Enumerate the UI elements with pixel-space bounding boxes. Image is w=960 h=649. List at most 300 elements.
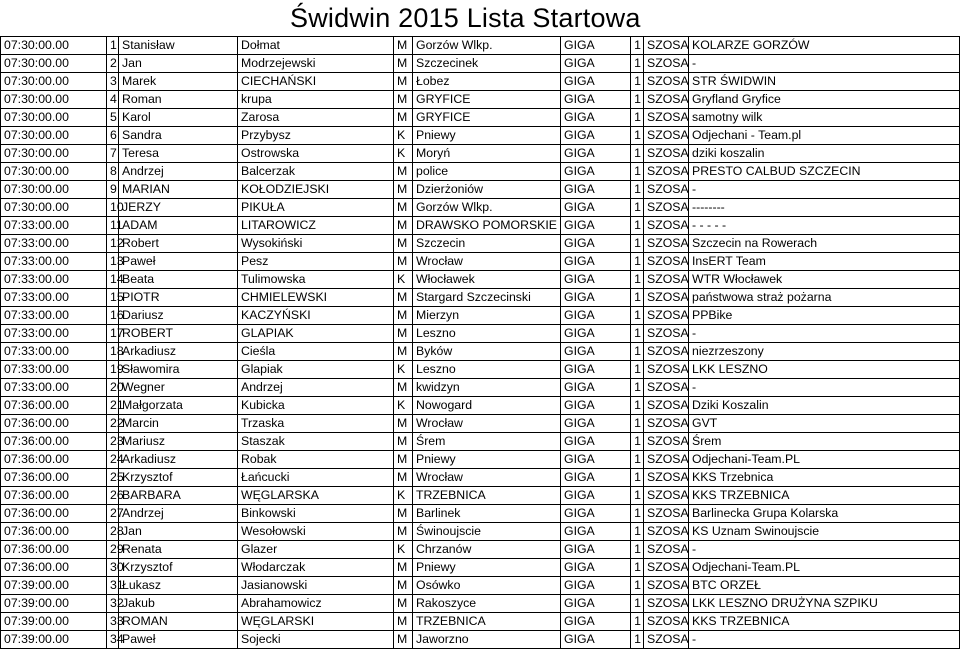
table-row xyxy=(1,109,960,127)
last-name-cell: Dołmat xyxy=(238,37,394,55)
last-name-cell: Wysokiński xyxy=(238,235,394,253)
category-cell: SZOSA xyxy=(644,253,689,271)
distance-cell: GIGA xyxy=(561,199,631,217)
first-name-cell: Marek xyxy=(119,73,238,91)
city-cell: Szczecinek xyxy=(413,55,561,73)
last-name-cell: Wesołowski xyxy=(238,523,394,541)
category-cell: SZOSA xyxy=(644,559,689,577)
category-number-cell: 1 xyxy=(631,307,644,325)
last-name-cell: Abrahamowicz xyxy=(238,595,394,613)
category-number-cell: 1 xyxy=(631,343,644,361)
start-number-cell: 12 xyxy=(107,235,119,253)
city-cell: TRZEBNICA xyxy=(413,613,561,631)
start-number-cell: 22 xyxy=(107,415,119,433)
first-name-cell: JERZY xyxy=(119,199,238,217)
first-name-cell: Paweł xyxy=(119,253,238,271)
sex-cell: M xyxy=(394,289,413,307)
sex-cell: M xyxy=(394,577,413,595)
category-cell: SZOSA xyxy=(644,127,689,145)
table-row xyxy=(1,289,960,307)
last-name-cell: GLAPIAK xyxy=(238,325,394,343)
start-time-cell: 07:33:00.00 xyxy=(1,307,107,325)
table-row xyxy=(1,559,960,577)
city-cell: Wrocław xyxy=(413,253,561,271)
last-name-cell: LITAROWICZ xyxy=(238,217,394,235)
category-number-cell: 1 xyxy=(631,487,644,505)
team-cell: GVT xyxy=(689,415,960,433)
distance-cell: GIGA xyxy=(561,307,631,325)
team-cell: - xyxy=(689,181,960,199)
sex-cell: K xyxy=(394,145,413,163)
team-cell: KKS Trzebnica xyxy=(689,469,960,487)
start-time-cell: 07:30:00.00 xyxy=(1,181,107,199)
category-cell: SZOSA xyxy=(644,577,689,595)
first-name-cell: ROBERT xyxy=(119,325,238,343)
table-row xyxy=(1,487,960,505)
start-number-cell: 11 xyxy=(107,217,119,235)
category-number-cell: 1 xyxy=(631,37,644,55)
city-cell: Moryń xyxy=(413,145,561,163)
city-cell: Leszno xyxy=(413,325,561,343)
start-time-cell: 07:36:00.00 xyxy=(1,523,107,541)
start-time-cell: 07:33:00.00 xyxy=(1,217,107,235)
start-time-cell: 07:33:00.00 xyxy=(1,361,107,379)
city-cell: GRYFICE xyxy=(413,91,561,109)
start-time-cell: 07:33:00.00 xyxy=(1,253,107,271)
start-number-cell: 1 xyxy=(107,37,119,55)
first-name-cell: ADAM xyxy=(119,217,238,235)
team-cell: Dziki Koszalin xyxy=(689,397,960,415)
sex-cell: M xyxy=(394,415,413,433)
table-row xyxy=(1,415,960,433)
start-number-cell: 23 xyxy=(107,433,119,451)
team-cell: KS Uznam Swinoujscie xyxy=(689,523,960,541)
sex-cell: M xyxy=(394,307,413,325)
category-number-cell: 1 xyxy=(631,109,644,127)
sex-cell: M xyxy=(394,217,413,235)
start-time-cell: 07:36:00.00 xyxy=(1,415,107,433)
category-number-cell: 1 xyxy=(631,73,644,91)
team-cell: Odjechani - Team.pl xyxy=(689,127,960,145)
start-time-cell: 07:39:00.00 xyxy=(1,631,107,649)
first-name-cell: Andrzej xyxy=(119,163,238,181)
last-name-cell: PIKUŁA xyxy=(238,199,394,217)
start-time-cell: 07:33:00.00 xyxy=(1,235,107,253)
team-cell: LKK LESZNO xyxy=(689,361,960,379)
team-cell: - xyxy=(689,325,960,343)
table-row xyxy=(1,307,960,325)
city-cell: TRZEBNICA xyxy=(413,487,561,505)
first-name-cell: MARIAN xyxy=(119,181,238,199)
last-name-cell: Łańcucki xyxy=(238,469,394,487)
table-row xyxy=(1,163,960,181)
table-row xyxy=(1,397,960,415)
sex-cell: M xyxy=(394,235,413,253)
last-name-cell: KACZYŃSKI xyxy=(238,307,394,325)
distance-cell: GIGA xyxy=(561,37,631,55)
last-name-cell: Pesz xyxy=(238,253,394,271)
team-cell: STR ŚWIDWIN xyxy=(689,73,960,91)
team-cell: Gryfland Gryfice xyxy=(689,91,960,109)
team-cell: Barlinecka Grupa Kolarska xyxy=(689,505,960,523)
start-time-cell: 07:39:00.00 xyxy=(1,595,107,613)
category-number-cell: 1 xyxy=(631,541,644,559)
distance-cell: GIGA xyxy=(561,73,631,91)
first-name-cell: Andrzej xyxy=(119,505,238,523)
first-name-cell: Wegner xyxy=(119,379,238,397)
first-name-cell: Teresa xyxy=(119,145,238,163)
category-number-cell: 1 xyxy=(631,271,644,289)
city-cell: Dzierżoniów xyxy=(413,181,561,199)
category-cell: SZOSA xyxy=(644,73,689,91)
first-name-cell: PIOTR xyxy=(119,289,238,307)
category-number-cell: 1 xyxy=(631,91,644,109)
category-number-cell: 1 xyxy=(631,235,644,253)
city-cell: Byków xyxy=(413,343,561,361)
city-cell: Rakoszyce xyxy=(413,595,561,613)
start-time-cell: 07:30:00.00 xyxy=(1,91,107,109)
team-cell: KKS TRZEBNICA xyxy=(689,613,960,631)
start-time-cell: 07:33:00.00 xyxy=(1,325,107,343)
start-time-cell: 07:36:00.00 xyxy=(1,433,107,451)
sex-cell: M xyxy=(394,253,413,271)
table-row xyxy=(1,91,960,109)
start-time-cell: 07:33:00.00 xyxy=(1,379,107,397)
distance-cell: GIGA xyxy=(561,361,631,379)
table-row xyxy=(1,343,960,361)
category-cell: SZOSA xyxy=(644,109,689,127)
start-number-cell: 3 xyxy=(107,73,119,91)
last-name-cell: Staszak xyxy=(238,433,394,451)
category-cell: SZOSA xyxy=(644,361,689,379)
team-cell: - - - - - xyxy=(689,217,960,235)
category-cell: SZOSA xyxy=(644,613,689,631)
start-number-cell: 18 xyxy=(107,343,119,361)
first-name-cell: Sandra xyxy=(119,127,238,145)
start-number-cell: 17 xyxy=(107,325,119,343)
last-name-cell: Zarosa xyxy=(238,109,394,127)
distance-cell: GIGA xyxy=(561,343,631,361)
distance-cell: GIGA xyxy=(561,487,631,505)
city-cell: GRYFICE xyxy=(413,109,561,127)
team-cell: LKK LESZNO DRUŻYNA SZPIKU xyxy=(689,595,960,613)
start-time-cell: 07:36:00.00 xyxy=(1,541,107,559)
start-number-cell: 16 xyxy=(107,307,119,325)
category-number-cell: 1 xyxy=(631,181,644,199)
first-name-cell: Karol xyxy=(119,109,238,127)
city-cell: Osówko xyxy=(413,577,561,595)
category-cell: SZOSA xyxy=(644,541,689,559)
last-name-cell: WĘGLARSKI xyxy=(238,613,394,631)
category-number-cell: 1 xyxy=(631,559,644,577)
category-number-cell: 1 xyxy=(631,163,644,181)
table-row xyxy=(1,181,960,199)
category-number-cell: 1 xyxy=(631,613,644,631)
start-time-cell: 07:30:00.00 xyxy=(1,145,107,163)
start-time-cell: 07:36:00.00 xyxy=(1,397,107,415)
team-cell: Szczecin na Rowerach xyxy=(689,235,960,253)
last-name-cell: Glapiak xyxy=(238,361,394,379)
team-cell: Odjechani-Team.PL xyxy=(689,451,960,469)
table-row xyxy=(1,433,960,451)
sex-cell: M xyxy=(394,181,413,199)
first-name-cell: Paweł xyxy=(119,631,238,649)
last-name-cell: Tulimowska xyxy=(238,271,394,289)
distance-cell: GIGA xyxy=(561,91,631,109)
category-number-cell: 1 xyxy=(631,361,644,379)
start-list-table xyxy=(0,36,960,649)
category-number-cell: 1 xyxy=(631,127,644,145)
last-name-cell: Kubicka xyxy=(238,397,394,415)
sex-cell: M xyxy=(394,109,413,127)
city-cell: Gorzów Wlkp. xyxy=(413,37,561,55)
last-name-cell: Balcerzak xyxy=(238,163,394,181)
distance-cell: GIGA xyxy=(561,289,631,307)
start-number-cell: 13 xyxy=(107,253,119,271)
table-row xyxy=(1,379,960,397)
last-name-cell: Binkowski xyxy=(238,505,394,523)
distance-cell: GIGA xyxy=(561,613,631,631)
table-row xyxy=(1,217,960,235)
category-cell: SZOSA xyxy=(644,505,689,523)
first-name-cell: Marcin xyxy=(119,415,238,433)
last-name-cell: CIECHAŃSKI xyxy=(238,73,394,91)
first-name-cell: Małgorzata xyxy=(119,397,238,415)
distance-cell: GIGA xyxy=(561,433,631,451)
category-cell: SZOSA xyxy=(644,487,689,505)
last-name-cell: Robak xyxy=(238,451,394,469)
start-time-cell: 07:36:00.00 xyxy=(1,505,107,523)
start-time-cell: 07:39:00.00 xyxy=(1,613,107,631)
category-number-cell: 1 xyxy=(631,523,644,541)
city-cell: Stargard Szczecinski xyxy=(413,289,561,307)
table-row xyxy=(1,37,960,55)
sex-cell: M xyxy=(394,451,413,469)
sex-cell: K xyxy=(394,397,413,415)
distance-cell: GIGA xyxy=(561,451,631,469)
team-cell: InsERT Team xyxy=(689,253,960,271)
category-cell: SZOSA xyxy=(644,91,689,109)
table-row xyxy=(1,595,960,613)
distance-cell: GIGA xyxy=(561,55,631,73)
last-name-cell: Sojecki xyxy=(238,631,394,649)
start-number-cell: 4 xyxy=(107,91,119,109)
table-row xyxy=(1,613,960,631)
category-number-cell: 1 xyxy=(631,469,644,487)
first-name-cell: BARBARA xyxy=(119,487,238,505)
start-list-body xyxy=(1,37,960,649)
city-cell: Nowogard xyxy=(413,397,561,415)
last-name-cell: Przybysz xyxy=(238,127,394,145)
start-time-cell: 07:30:00.00 xyxy=(1,163,107,181)
distance-cell: GIGA xyxy=(561,631,631,649)
category-cell: SZOSA xyxy=(644,451,689,469)
category-cell: SZOSA xyxy=(644,217,689,235)
sex-cell: M xyxy=(394,343,413,361)
category-cell: SZOSA xyxy=(644,415,689,433)
table-row xyxy=(1,631,960,649)
distance-cell: GIGA xyxy=(561,145,631,163)
category-number-cell: 1 xyxy=(631,55,644,73)
team-cell: PPBike xyxy=(689,307,960,325)
category-cell: SZOSA xyxy=(644,595,689,613)
team-cell: WTR Włocławek xyxy=(689,271,960,289)
category-cell: SZOSA xyxy=(644,523,689,541)
first-name-cell: Sławomira xyxy=(119,361,238,379)
category-number-cell: 1 xyxy=(631,289,644,307)
distance-cell: GIGA xyxy=(561,235,631,253)
team-cell: - xyxy=(689,541,960,559)
start-number-cell: 10 xyxy=(107,199,119,217)
sex-cell: M xyxy=(394,379,413,397)
last-name-cell: WĘGLARSKA xyxy=(238,487,394,505)
start-number-cell: 27 xyxy=(107,505,119,523)
start-number-cell: 28 xyxy=(107,523,119,541)
last-name-cell: Trzaska xyxy=(238,415,394,433)
distance-cell: GIGA xyxy=(561,379,631,397)
start-number-cell: 19 xyxy=(107,361,119,379)
category-number-cell: 1 xyxy=(631,595,644,613)
last-name-cell: Jasianowski xyxy=(238,577,394,595)
first-name-cell: Jan xyxy=(119,55,238,73)
table-row xyxy=(1,145,960,163)
distance-cell: GIGA xyxy=(561,127,631,145)
category-cell: SZOSA xyxy=(644,397,689,415)
start-time-cell: 07:30:00.00 xyxy=(1,109,107,127)
distance-cell: GIGA xyxy=(561,577,631,595)
distance-cell: GIGA xyxy=(561,415,631,433)
first-name-cell: Łukasz xyxy=(119,577,238,595)
category-cell: SZOSA xyxy=(644,289,689,307)
distance-cell: GIGA xyxy=(561,163,631,181)
table-row xyxy=(1,127,960,145)
first-name-cell: ROMAN xyxy=(119,613,238,631)
first-name-cell: Robert xyxy=(119,235,238,253)
category-cell: SZOSA xyxy=(644,379,689,397)
distance-cell: GIGA xyxy=(561,505,631,523)
table-row xyxy=(1,253,960,271)
category-cell: SZOSA xyxy=(644,145,689,163)
category-number-cell: 1 xyxy=(631,397,644,415)
start-number-cell: 6 xyxy=(107,127,119,145)
city-cell: DRAWSKO POMORSKIE xyxy=(413,217,561,235)
sex-cell: M xyxy=(394,199,413,217)
table-row xyxy=(1,577,960,595)
table-row xyxy=(1,325,960,343)
table-row xyxy=(1,505,960,523)
table-row xyxy=(1,541,960,559)
start-number-cell: 15 xyxy=(107,289,119,307)
distance-cell: GIGA xyxy=(561,217,631,235)
team-cell: - xyxy=(689,55,960,73)
category-number-cell: 1 xyxy=(631,577,644,595)
sex-cell: K xyxy=(394,487,413,505)
city-cell: Świnoujscie xyxy=(413,523,561,541)
team-cell: - xyxy=(689,631,960,649)
category-cell: SZOSA xyxy=(644,325,689,343)
category-number-cell: 1 xyxy=(631,505,644,523)
team-cell: Odjechani-Team.PL xyxy=(689,559,960,577)
sex-cell: K xyxy=(394,361,413,379)
first-name-cell: Jakub xyxy=(119,595,238,613)
last-name-cell: Cieśla xyxy=(238,343,394,361)
start-number-cell: 5 xyxy=(107,109,119,127)
distance-cell: GIGA xyxy=(561,325,631,343)
city-cell: Pniewy xyxy=(413,451,561,469)
start-time-cell: 07:36:00.00 xyxy=(1,559,107,577)
city-cell: Wrocław xyxy=(413,469,561,487)
first-name-cell: Mariusz xyxy=(119,433,238,451)
last-name-cell: Włodarczak xyxy=(238,559,394,577)
distance-cell: GIGA xyxy=(561,397,631,415)
table-row xyxy=(1,469,960,487)
start-time-cell: 07:30:00.00 xyxy=(1,199,107,217)
last-name-cell: Andrzej xyxy=(238,379,394,397)
start-number-cell: 9 xyxy=(107,181,119,199)
first-name-cell: Arkadiusz xyxy=(119,451,238,469)
sex-cell: M xyxy=(394,73,413,91)
start-number-cell: 26 xyxy=(107,487,119,505)
category-number-cell: 1 xyxy=(631,433,644,451)
first-name-cell: Krzysztof xyxy=(119,559,238,577)
category-cell: SZOSA xyxy=(644,433,689,451)
city-cell: kwidzyn xyxy=(413,379,561,397)
city-cell: Barlinek xyxy=(413,505,561,523)
sex-cell: M xyxy=(394,37,413,55)
start-time-cell: 07:33:00.00 xyxy=(1,343,107,361)
category-cell: SZOSA xyxy=(644,163,689,181)
sex-cell: M xyxy=(394,163,413,181)
distance-cell: GIGA xyxy=(561,469,631,487)
distance-cell: GIGA xyxy=(561,559,631,577)
start-time-cell: 07:33:00.00 xyxy=(1,271,107,289)
last-name-cell: Modrzejewski xyxy=(238,55,394,73)
sex-cell: M xyxy=(394,505,413,523)
start-number-cell: 7 xyxy=(107,145,119,163)
start-time-cell: 07:36:00.00 xyxy=(1,469,107,487)
start-number-cell: 2 xyxy=(107,55,119,73)
category-number-cell: 1 xyxy=(631,199,644,217)
sex-cell: M xyxy=(394,523,413,541)
category-cell: SZOSA xyxy=(644,235,689,253)
city-cell: Chrzanów xyxy=(413,541,561,559)
category-number-cell: 1 xyxy=(631,415,644,433)
category-cell: SZOSA xyxy=(644,307,689,325)
last-name-cell: KOŁODZIEJSKI xyxy=(238,181,394,199)
category-cell: SZOSA xyxy=(644,37,689,55)
category-number-cell: 1 xyxy=(631,631,644,649)
city-cell: Łobez xyxy=(413,73,561,91)
city-cell: Szczecin xyxy=(413,235,561,253)
category-number-cell: 1 xyxy=(631,253,644,271)
city-cell: Gorzów Wlkp. xyxy=(413,199,561,217)
category-cell: SZOSA xyxy=(644,469,689,487)
team-cell: KOLARZE GORZÓW xyxy=(689,37,960,55)
last-name-cell: CHMIELEWSKI xyxy=(238,289,394,307)
city-cell: Wrocław xyxy=(413,415,561,433)
table-row xyxy=(1,271,960,289)
sex-cell: M xyxy=(394,433,413,451)
team-cell: KKS TRZEBNICA xyxy=(689,487,960,505)
distance-cell: GIGA xyxy=(561,523,631,541)
sex-cell: M xyxy=(394,91,413,109)
start-number-cell: 20 xyxy=(107,379,119,397)
distance-cell: GIGA xyxy=(561,109,631,127)
table-row xyxy=(1,361,960,379)
city-cell: Śrem xyxy=(413,433,561,451)
city-cell: Pniewy xyxy=(413,127,561,145)
table-row xyxy=(1,199,960,217)
